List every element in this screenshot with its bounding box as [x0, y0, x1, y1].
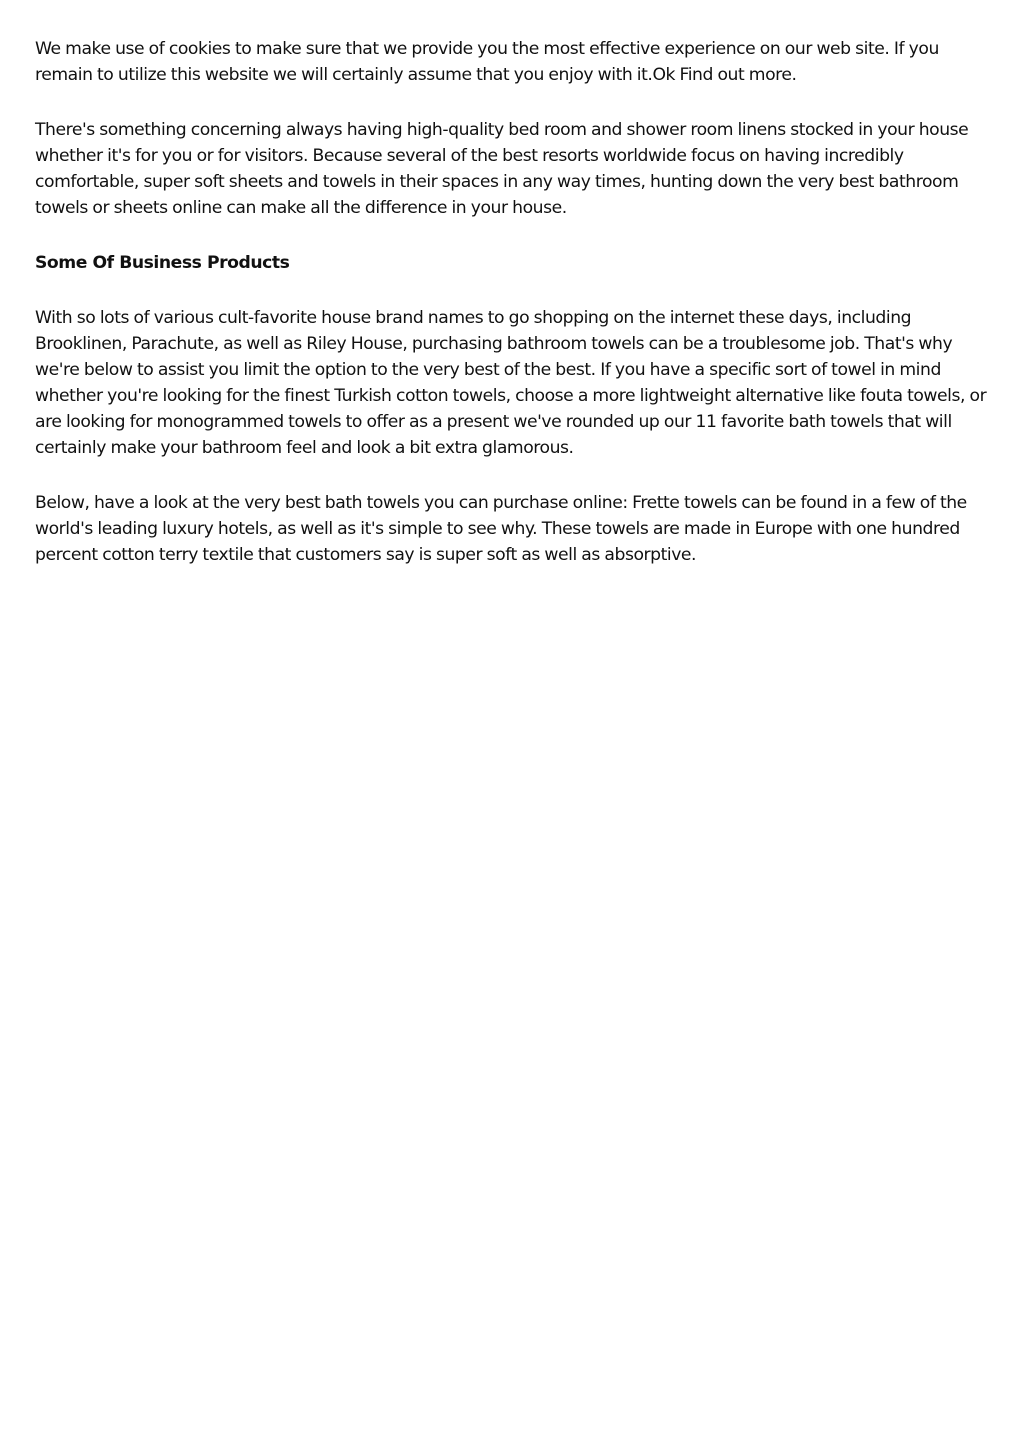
body-paragraph-1: With so lots of various cult-favorite house brand names to go shopping on the internet these days, including Brooklinen, Parachute, as well as Riley House, purchasing bathroom towels can be a troublesome job. That's why we're below to assist you limit the option to the very best of the best. If you have a specific sort of towel in mind whether you're looking for the finest Turkish cotton towels, choose a more lightweight alternative like fouta towels, or are looking for monogrammed towels to offer as a present we've rounded up our 11 favorite bath towels that will certainly make your bathroom feel and look a bit extra glamorous.: [35, 308, 987, 458]
body-paragraph-2: Below, have a look at the very best bath towels you can purchase online: Frette towels can be found in a few of the world's leading luxury hotels, as well as it's simple to see why. These towels are made in Europe with one hundred percent cotton terry textile that customers say is super soft as well as absorptive.: [35, 493, 967, 565]
cookie-notice: [35, 36, 995, 88]
cookie-ok-link[interactable]: Ok: [652, 65, 676, 85]
cookie-find-out-more-link[interactable]: Find out more.: [679, 65, 797, 85]
document-page: [35, 36, 995, 597]
intro-paragraph: There's something concerning always having high-quality bed room and shower room linens stocked in your house whether it's for you or for visitors. Because several of the best resorts worldwide focus on having incredibly comfortable, super soft sheets and towels in their spaces in any way times, hunting down the very best bathroom towels or sheets online can make all the difference in your house.: [35, 120, 969, 218]
section-heading: Some Of Business Products: [35, 253, 290, 273]
cookie-notice-text: We make use of cookies to make sure that we provide you the most effective experience on our web site. If you remain to utilize this website we will certainly assume that you enjoy with it.: [35, 39, 939, 85]
